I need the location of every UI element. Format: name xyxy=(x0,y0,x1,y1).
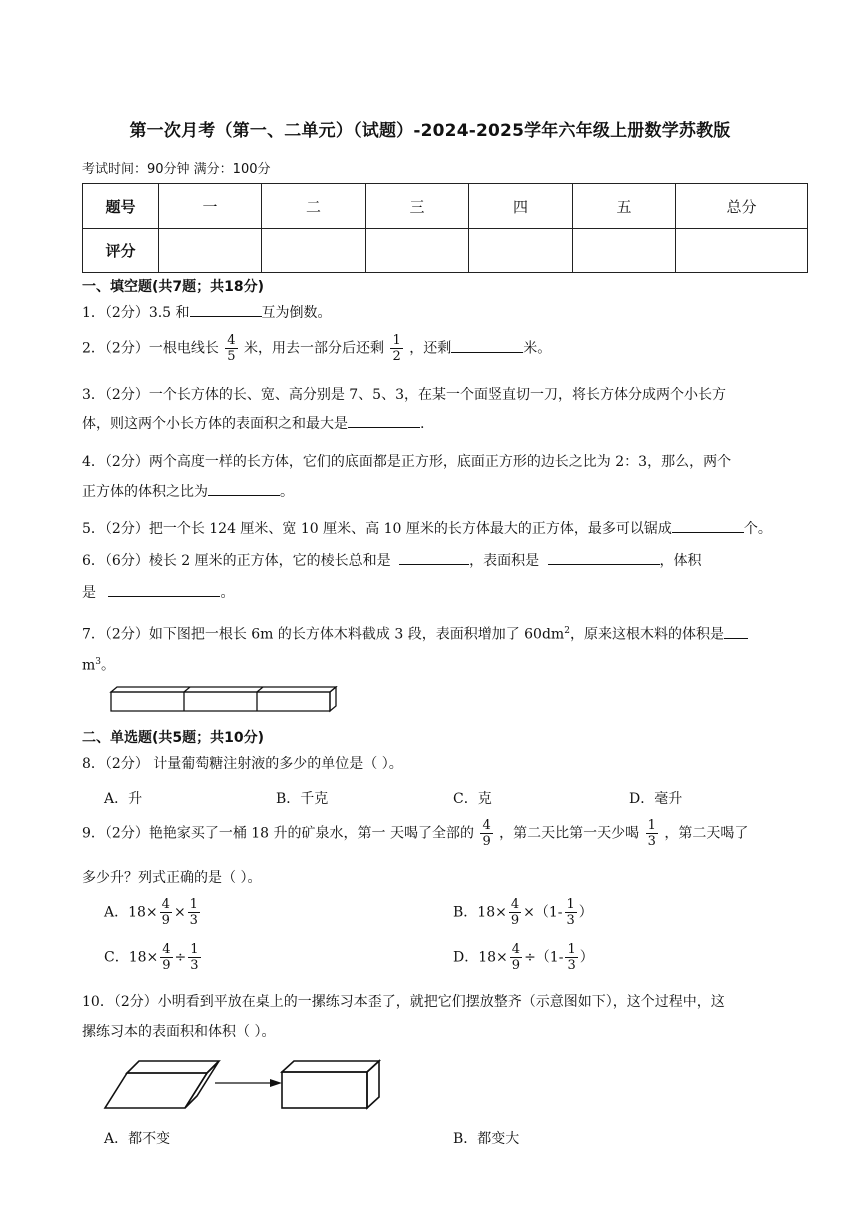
question-10-line-1: 10．（2分）小明看到平放在桌上的一摞练习本歪了，就把它们摆放整齐（示意图如下），这个过程中，这 xyxy=(82,994,725,1010)
exam-meta: 考试时间：90分钟 满分：100分 xyxy=(82,162,271,177)
q9a-f1n: 4 xyxy=(161,897,170,912)
q7-unit: m xyxy=(82,657,96,674)
q9-frac1-num: 4 xyxy=(482,818,491,833)
q7-text-c: 。 xyxy=(101,657,116,674)
q8-option-c[interactable]: C．克 xyxy=(453,791,492,807)
q7-answer-blank[interactable] xyxy=(724,625,748,639)
q1-answer-blank[interactable] xyxy=(190,303,262,317)
q9a-f2n: 1 xyxy=(189,897,198,912)
q9a-frac-2 xyxy=(188,897,200,928)
question-9-line-2: 多少升？列式正确的是（ ）。 xyxy=(82,870,262,886)
q9d-end: ） xyxy=(579,949,594,966)
q9-frac1-den: 9 xyxy=(482,834,491,849)
q2-frac1-den: 5 xyxy=(227,349,236,364)
q7-sup-2: 2 xyxy=(564,626,570,636)
q4-text-a: 正方体的体积之比为 xyxy=(82,484,208,500)
q9c-f1n: 4 xyxy=(162,942,171,957)
q2-text-c: ，还剩 xyxy=(409,340,452,357)
q6-surface-blank[interactable] xyxy=(548,551,660,565)
q9b-pre: B．18× xyxy=(453,904,507,921)
q4-answer-blank[interactable] xyxy=(208,482,280,496)
question-6-line-1 xyxy=(82,551,702,571)
q8-option-b[interactable]: B．千克 xyxy=(276,791,329,807)
q4-text-b: 。 xyxy=(280,484,294,500)
score-cell-header-1: 一 xyxy=(159,184,262,229)
score-cell-header-3: 三 xyxy=(366,184,469,229)
q9c-pre: C．18× xyxy=(104,949,159,966)
q9c-frac-1 xyxy=(160,942,172,973)
q8-option-d[interactable]: D．毫升 xyxy=(629,791,683,807)
q6-text-d: 是 xyxy=(82,585,96,601)
q9-text-c: ，第二天喝了 xyxy=(664,825,749,842)
q7-text-a: 7．（2分）如下图把一根长 6m 的长方体木料截成 3 段，表面积增加了 60dm xyxy=(82,626,565,643)
q9b-f2d: 3 xyxy=(566,913,575,928)
question-3-line-1: 3．（2分）一个长方体的长、宽、高分别是 7、5、3，在某一个面竖直切一刀，将长方体分成两个小长方 xyxy=(82,387,726,403)
q7-sup-3: 3 xyxy=(95,657,102,667)
q9-text-b: ，第二天比第一天少喝 xyxy=(499,825,640,842)
question-4-line-1: 4．（2分）两个高度一样的长方体，它们的底面都是正方形，底面正方形的边长之比为 2：3，那么，两个 xyxy=(82,454,732,470)
q9d-f1n: 4 xyxy=(511,942,521,957)
q6-text-e: 。 xyxy=(220,585,235,601)
q9b-end: ） xyxy=(578,904,593,921)
score-cell-header-label: 题号 xyxy=(83,184,159,229)
q8-option-a[interactable]: A．升 xyxy=(104,791,143,807)
score-input-4[interactable] xyxy=(469,229,573,273)
q2-text-a: 2．（2分）一根电线长 xyxy=(82,340,219,357)
question-7-line-2 xyxy=(82,652,115,676)
score-cell-row-label: 评分 xyxy=(83,229,159,273)
q6-text-a: 6．（6分）棱长 2 厘米的正方体，它的棱长总和是 xyxy=(82,553,391,569)
q2-fraction-1 xyxy=(225,333,237,364)
q5-answer-blank[interactable] xyxy=(672,519,744,533)
q9d-frac-1 xyxy=(510,942,522,973)
question-3-line-2 xyxy=(82,414,424,434)
q7-timber-figure xyxy=(108,686,344,716)
score-input-1[interactable] xyxy=(159,229,262,273)
q2-fraction-2 xyxy=(390,333,402,364)
q10-notebook-figure xyxy=(100,1058,390,1113)
score-cell-header-2: 二 xyxy=(262,184,366,229)
q2-text-d: 米。 xyxy=(523,340,552,357)
score-cell-header-5: 五 xyxy=(573,184,676,229)
q6-text-c: ，体积 xyxy=(659,553,702,569)
q9a-f2d: 3 xyxy=(189,913,198,928)
q7-text-b: ，原来这根木料的体积是 xyxy=(569,626,724,643)
q9a-frac-1 xyxy=(160,897,172,928)
score-input-total[interactable] xyxy=(676,229,808,273)
q9-fraction-2 xyxy=(646,818,658,849)
section-single-choice: 二、单选题(共5题；共10分) xyxy=(82,730,265,746)
q9-text-a: 9．（2分）艳艳家买了一桶 18 升的矿泉水，第一 天喝了全部的 xyxy=(82,825,474,842)
q2-frac2-den: 2 xyxy=(392,349,401,364)
q9b-f1d: 9 xyxy=(510,913,520,928)
q9c-f2n: 1 xyxy=(190,942,199,957)
question-8: 8．（2分） 计量葡萄糖注射液的多少的单位是（ ）。 xyxy=(82,756,403,772)
score-table xyxy=(82,183,808,273)
question-5 xyxy=(82,519,772,539)
q9-option-b[interactable] xyxy=(453,897,593,928)
question-10-line-2: 摞练习本的表面积和体积（ ）。 xyxy=(82,1024,276,1040)
q9-fraction-1 xyxy=(480,818,492,849)
q9-option-d[interactable] xyxy=(453,942,594,973)
q9c-f2d: 3 xyxy=(190,958,199,973)
q1-text-b: 互为倒数。 xyxy=(261,305,332,321)
score-input-2[interactable] xyxy=(262,229,366,273)
question-9-line-1 xyxy=(82,818,748,849)
q6-text-b: ，表面积是 xyxy=(469,553,540,569)
q3-text-a: 体，则这两个小长方体的表面积之和最大是 xyxy=(82,416,348,432)
q9-option-c[interactable] xyxy=(104,942,203,973)
q2-answer-blank[interactable] xyxy=(451,339,523,353)
q9-frac2-den: 3 xyxy=(647,834,656,849)
q9d-f2d: 3 xyxy=(567,958,576,973)
q9b-frac-1 xyxy=(509,897,521,928)
q9b-frac-2 xyxy=(565,897,577,928)
score-input-3[interactable] xyxy=(366,229,469,273)
q6-volume-blank[interactable] xyxy=(108,583,220,597)
q9a-op: × xyxy=(173,904,186,921)
question-7-line-1 xyxy=(82,621,748,645)
question-2 xyxy=(82,333,551,364)
score-cell-header-total: 总分 xyxy=(676,184,808,229)
q9d-op: ÷（1- xyxy=(524,949,564,966)
q9d-f1d: 9 xyxy=(511,958,521,973)
q9d-f2n: 1 xyxy=(567,942,576,957)
score-table-score-row xyxy=(83,229,808,273)
score-input-5[interactable] xyxy=(573,229,676,273)
q9c-f1d: 9 xyxy=(162,958,171,973)
q10-option-b[interactable]: B．都变大 xyxy=(453,1131,520,1147)
q9-option-a[interactable] xyxy=(104,897,202,928)
q9c-op: ÷ xyxy=(174,949,187,966)
score-cell-header-4: 四 xyxy=(469,184,573,229)
page-title: 第一次月考（第一、二单元）（试题）-2024-2025学年六年级上册数学苏教版 xyxy=(129,121,731,141)
question-6-line-2 xyxy=(82,583,234,603)
q5-text-b: 个。 xyxy=(743,521,772,537)
q10-option-a[interactable]: A．都不变 xyxy=(104,1131,171,1147)
q9d-frac-2 xyxy=(565,942,577,973)
q9c-frac-2 xyxy=(188,942,200,973)
section-fill-in: 一、填空题(共7题；共18分) xyxy=(82,279,265,295)
q2-frac2-num: 1 xyxy=(392,333,401,348)
q9-frac2-num: 1 xyxy=(647,818,656,833)
question-1 xyxy=(82,303,332,323)
q9a-f1d: 9 xyxy=(161,913,170,928)
q9d-pre: D．18× xyxy=(453,949,508,966)
q3-text-b: . xyxy=(420,416,425,432)
q6-edge-blank[interactable] xyxy=(399,551,469,565)
q9a-pre: A．18× xyxy=(104,904,158,921)
q2-frac1-num: 4 xyxy=(227,333,236,348)
q9b-f2n: 1 xyxy=(566,897,575,912)
q1-text-a: 1．（2分）3.5 和 xyxy=(82,305,190,321)
q9b-f1n: 4 xyxy=(510,897,520,912)
q9b-op: ×（1- xyxy=(523,904,563,921)
question-4-line-2 xyxy=(82,482,294,502)
q3-answer-blank[interactable] xyxy=(348,414,420,428)
q2-text-b: 米，用去一部分后还剩 xyxy=(244,340,385,357)
score-table-header-row xyxy=(83,184,808,229)
q5-text-a: 5．（2分）把一个长 124 厘米、宽 10 厘米、高 10 厘米的长方体最大的正方体，最多可以锯成 xyxy=(82,521,672,537)
